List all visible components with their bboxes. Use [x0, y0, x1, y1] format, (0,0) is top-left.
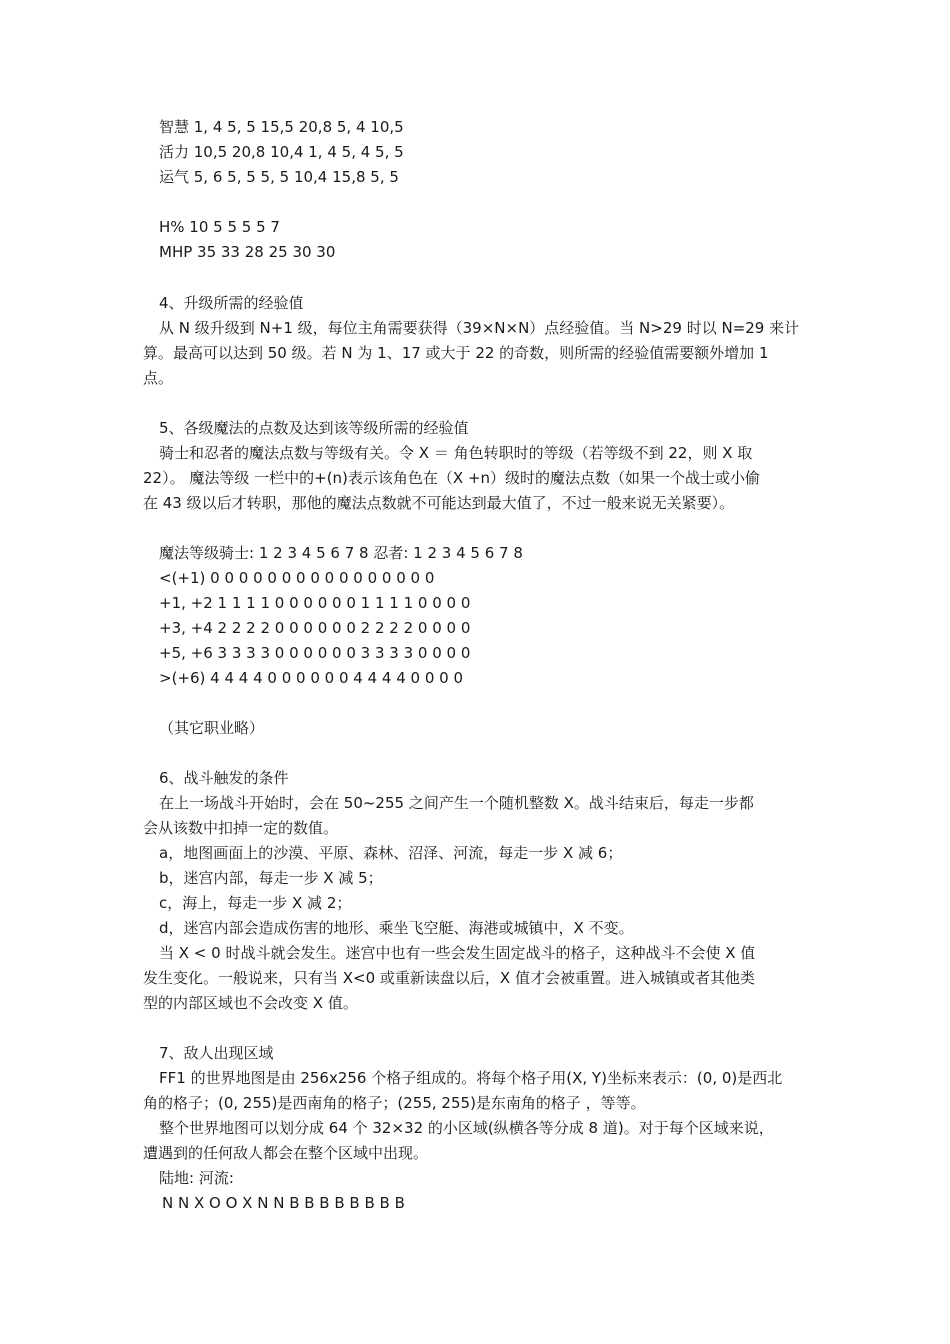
section-6-item-c: c，海上，每走一步 X 减 2； — [159, 894, 352, 912]
section-5-note: （其它职业略） — [159, 719, 265, 737]
magic-table-row: +1, +2 1 1 1 1 0 0 0 0 0 0 1 1 1 1 0 0 0 0 — [159, 594, 471, 612]
section-6-line: 在上一场战斗开始时，会在 50~255 之间产生一个随机整数 X。战斗结束后，每走一步都 — [159, 794, 754, 812]
section-7-grid-row: N N X O O X N N B B B B B B B B — [162, 1194, 405, 1212]
section-5-heading: 5、各级魔法的点数及达到该等级所需的经验值 — [159, 419, 469, 437]
section-7-heading: 7、敌人出现区域 — [159, 1044, 274, 1062]
section-4-line: 从 N 级升级到 N+1 级，每位主角需要获得（39×N×N）点经验值。当 N>29 时以 N=29 来计 — [159, 319, 800, 337]
magic-table-row: +3, +4 2 2 2 2 0 0 0 0 0 0 2 2 2 2 0 0 0 0 — [159, 619, 471, 637]
section-5-line: 骑士和忍者的魔法点数与等级有关。令 X ＝ 角色转职时的等级（若等级不到 22，则 X 取 — [159, 444, 753, 462]
section-6-item-d: d，迷宫内部会造成伤害的地形、乘坐飞空艇、海港或城镇中，X 不变。 — [159, 919, 634, 937]
section-5-line: 在 43 级以后才转职，那他的魔法点数就不可能达到最大值了，不过一般来说无关紧要）。 — [143, 494, 735, 512]
section-6-heading: 6、战斗触发的条件 — [159, 769, 289, 787]
stat-hpct: H% 10 5 5 5 5 7 — [159, 218, 280, 236]
magic-table-row: >(+6) 4 4 4 4 0 0 0 0 0 0 4 4 4 4 0 0 0 0 — [159, 669, 463, 687]
stat-mhp: MHP 35 33 28 25 30 30 — [159, 243, 336, 261]
section-6-para: 型的内部区域也不会改变 X 值。 — [143, 994, 358, 1012]
stat-vitality: 活力 10,5 20,8 10,4 1, 4 5, 4 5, 5 — [159, 143, 404, 161]
magic-table-row: +5, +6 3 3 3 3 0 0 0 0 0 0 3 3 3 3 0 0 0 0 — [159, 644, 471, 662]
section-6-line: 会从该数中扣掉一定的数值。 — [143, 819, 339, 837]
section-7-line: FF1 的世界地图是由 256x256 个格子组成的。将每个格子用(X, Y)坐标来表示：(0, 0)是西北 — [159, 1069, 783, 1087]
section-6-para: 发生变化。一般说来，只有当 X<0 或重新读盘以后，X 值才会被重置。进入城镇或者其他类 — [143, 969, 755, 987]
section-4-line: 点。 — [143, 369, 174, 387]
section-7-line: 整个世界地图可以划分成 64 个 32×32 的小区域(纵横各等分成 8 道)。对于每个区域来说， — [159, 1119, 774, 1137]
section-6-item-a: a，地图画面上的沙漠、平原、森林、沼泽、河流，每走一步 X 减 6； — [159, 844, 623, 862]
stat-luck: 运气 5, 6 5, 5 5, 5 10,4 15,8 5, 5 — [159, 168, 399, 186]
section-7-land-label: 陆地: 河流: — [159, 1169, 234, 1187]
section-6-item-b: b，迷宫内部，每走一步 X 减 5； — [159, 869, 383, 887]
section-7-line: 遭遇到的任何敌人都会在整个区域中出现。 — [143, 1144, 429, 1162]
section-4-heading: 4、升级所需的经验值 — [159, 294, 304, 312]
magic-table-header: 魔法等级骑士: 1 2 3 4 5 6 7 8 忍者: 1 2 3 4 5 6 7 8 — [159, 544, 523, 562]
section-6-para: 当 X < 0 时战斗就会发生。迷宫中也有一些会发生固定战斗的格子，这种战斗不会使 X 值 — [159, 944, 756, 962]
section-5-line: 22）。 魔法等级 一栏中的+(n)表示该角色在（X +n）级时的魔法点数（如果一个战士或小偷 — [143, 469, 761, 487]
magic-table-row: <(+1) 0 0 0 0 0 0 0 0 0 0 0 0 0 0 0 0 — [159, 569, 435, 587]
section-4-line: 算。最高可以达到 50 级。若 N 为 1、17 或大于 22 的奇数，则所需的经验值需要额外增加 1 — [143, 344, 769, 362]
section-7-line: 角的格子；(0, 255)是西南角的格子；(255, 255)是东南角的格子 ，等等。 — [143, 1094, 646, 1112]
stat-wisdom: 智慧 1, 4 5, 5 15,5 20,8 5, 4 10,5 — [159, 118, 404, 136]
